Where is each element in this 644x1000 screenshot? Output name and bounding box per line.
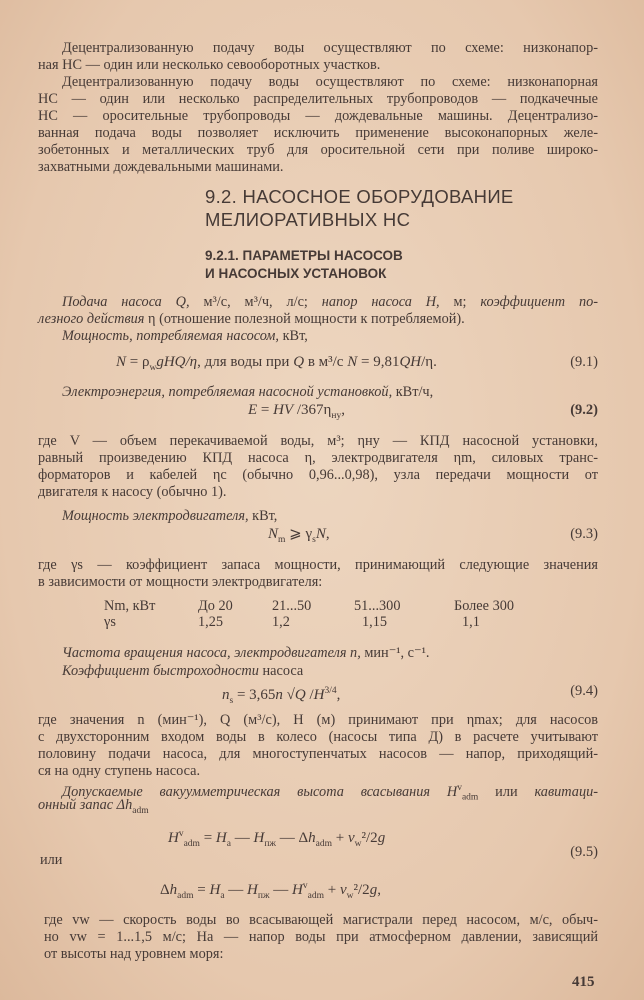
text-segment: + [324,882,340,898]
text-segment: Подача насоса Q, [62,294,204,310]
table-cell: γs [104,614,116,630]
text-segment: Электроэнергия, потребляемая насосной установкой, [62,384,396,400]
text-segment: Мощность, потребляемая насосом, [62,328,283,344]
text-segment: a [220,891,225,901]
text-segment: 3/4 [324,686,337,696]
text-segment: H [168,830,179,846]
text-segment: m [278,535,286,545]
text-segment: v [178,829,184,839]
text-line: ванная подача воды позволяет исключить применение высоконапорных желе- [38,125,598,141]
text-segment: H [446,783,458,800]
text-line: от высоты над уровнем моря: [44,946,224,962]
equation-number: (9.3) [570,526,598,542]
text-line: где γs — коэффициент запаса мощности, принимающий следующие значения [38,557,598,573]
text-line [62,508,598,525]
text-line: с двухсторонним входом воды в колесо (насосы типа Д) в расчете учитывают [38,729,598,745]
text-line: ся на одну ступень насоса. [38,763,201,779]
text-line: где V — объем перекачиваемой воды, м³; ηну — КПД насосной установки, [38,433,598,449]
table-cell: 1,15 [362,614,388,630]
text-line [62,645,598,662]
text-segment: QH [399,354,422,370]
equation-9-5a [168,826,385,853]
text-line: зобетонных и металлических труб для оросительной сети при поливе широко- [38,142,598,158]
text-segment: Мощность электродвигателя, [62,508,253,524]
text-segment: g [369,882,378,898]
text-segment: h [308,830,316,846]
text-segment: в м³/с [304,354,348,370]
text-line: где значения n (мин⁻¹), Q (м³/с), H (м) принимают при ηmax; для насосов [38,712,598,728]
text-segment: n [222,687,230,703]
or-label: или [40,852,63,868]
text-segment: ²/2 [361,830,378,846]
text-segment: кавитаци- [534,783,599,800]
text-segment: м; [453,294,481,310]
text-segment: n [275,687,283,703]
equation-9-3 [268,526,330,549]
text-segment: или [478,783,535,800]
equation-9-5b [160,878,381,905]
text-segment: лезного действия [38,311,149,327]
text-line [62,780,599,803]
text-segment: Допускаемые вакуумметрическая высота всасывания [62,783,447,800]
text-segment: , для воды при [197,354,294,370]
text-line [38,311,598,328]
text-segment: H [209,882,221,898]
text-segment: пж [264,839,276,849]
text-line: где vw — скорость воды во всасывающей магистрали перед насосом, м/с, обыч- [44,912,598,928]
equation-9-2 [248,402,345,425]
text-line: захватными дождевальными машинами. [38,159,284,175]
text-segment: v [347,830,355,846]
text-segment: h [125,797,133,813]
text-segment: Δ [160,882,170,898]
text-segment: H [313,687,325,703]
text-segment: adm [177,891,194,901]
table-cell: 1,1 [462,614,480,630]
text-segment: кВт, [252,508,278,524]
text-line [62,663,598,680]
text-segment: ²/2 [353,882,370,898]
table-cell: 21...50 [272,598,312,614]
text-segment: H [247,882,258,898]
text-line: но vw = 1...1,5 м/с; Ha — напор воды при атмосферном давлении, зависящий [44,929,598,945]
equation-number: (9.5) [570,844,598,860]
text-segment: adm [315,839,332,849]
text-segment: мин⁻¹, с⁻¹. [364,645,430,661]
text-segment: Коэффициент быстроходности [62,663,263,679]
text-segment: /367η [293,402,332,418]
text-line: равный произведению КПД насоса η, электродвигателя ηm, силовых транс- [38,450,598,466]
text-segment: H [215,830,227,846]
text-segment: — [224,882,248,898]
text-segment: онный запас Δ [38,797,126,813]
text-segment: h [169,882,178,898]
text-line: половину подачи насоса, для многоступенчатых насосов — напор, приходящий- [38,746,598,762]
equation-number: (9.2) [570,402,598,418]
text-segment: gHQ/η [156,354,198,370]
table-cell: До 20 [198,598,233,614]
text-line: НС — оросительные трубопроводы — дождевальные машины. Децентрализо- [38,108,598,124]
text-segment: , [377,882,381,898]
text-segment: пж [257,891,270,901]
text-segment: напор насоса H, [321,294,454,310]
equation-number: (9.4) [570,683,598,699]
text-segment: кВт/ч, [395,384,434,400]
text-segment: = [199,830,216,846]
text-segment: Q [294,687,306,703]
text-segment: w [149,363,157,373]
text-segment: , [325,526,330,542]
text-segment: √ [282,687,295,703]
equation-9-4 [222,683,340,710]
text-segment: , [341,402,345,418]
text-line [38,797,598,820]
text-segment: /η. [421,354,437,370]
text-segment: м³/с, м³/ч, л/с; [203,294,322,310]
table-cell: Nm, кВт [104,598,156,614]
text-line: Децентрализованную подачу воды осуществляют по схеме: низконапорная [62,74,598,90]
text-segment: = [257,402,274,418]
text-segment: a [226,839,231,849]
text-segment: g [377,830,386,846]
text-segment: , [336,687,341,703]
text-segment: N [116,354,127,370]
text-segment: v [457,783,462,793]
text-segment: adm [132,805,149,816]
section-heading: МЕЛИОРАТИВНЫХ НС [205,209,411,230]
text-line: НС — один или несколько распределительных трубопроводов — подкачечные [38,91,598,107]
text-segment: насоса [262,663,304,679]
text-segment: = 9,81 [357,354,400,370]
text-segment: s [312,535,316,545]
text-segment: коэффициент по- [480,294,599,310]
text-segment: adm [307,891,324,901]
table-cell: 1,2 [272,614,290,630]
table-cell: 1,25 [198,614,224,630]
text-segment: — [269,882,293,898]
text-segment: = [193,882,210,898]
text-segment: N [268,526,279,542]
text-segment: η (отношение полезной мощности к потребляемой). [148,311,465,327]
table-cell: Более 300 [454,598,515,614]
text-line: в зависимости от мощности электродвигателя: [38,574,323,590]
text-segment: Частота вращения насоса, электродвигателя n, [62,645,365,661]
text-segment: N [347,354,358,370]
text-segment: = ρ [126,354,150,370]
text-line: форматоров и кабелей ηc (обычно 0,96...0,98), узла передачи мощности от [38,467,598,483]
subsection-heading: И НАСОСНЫХ УСТАНОВОК [205,266,387,281]
text-segment: кВт, [282,328,308,344]
text-segment: Q [293,354,305,370]
text-segment: — [230,830,254,846]
text-line: Децентрализованную подачу воды осуществляют по схеме: низконапор- [62,40,598,56]
text-segment: + [332,830,348,846]
text-line [62,384,598,401]
text-segment: N [315,526,326,542]
equation-number: (9.1) [570,354,598,370]
text-segment: ⩾ γ [285,526,313,542]
text-segment: v [339,882,347,898]
text-segment: adm [183,839,200,849]
text-segment: E [248,402,258,418]
text-line: двигателя к насосу (обычно 1). [38,484,227,500]
text-segment: / [305,687,314,703]
text-line [62,294,598,311]
text-segment: = 3,65 [233,687,276,703]
equation-9-1 [116,354,437,377]
text-segment: v [302,881,308,891]
text-segment: w [354,839,362,849]
text-segment: HV [273,402,294,418]
text-segment: H [292,882,303,898]
text-line: ная НС — один или несколько севооборотных участков. [38,57,381,73]
text-segment: — Δ [275,830,309,846]
page-number: 415 [572,974,595,990]
section-heading: 9.2. НАСОСНОЕ ОБОРУДОВАНИЕ [205,186,514,207]
text-segment: adm [461,792,479,803]
subsection-heading: 9.2.1. ПАРАМЕТРЫ НАСОСОВ [205,248,403,263]
text-segment: s [229,696,234,706]
text-segment: H [253,830,265,846]
table-cell: 51...300 [354,598,401,614]
text-segment: w [346,891,354,901]
text-line [62,328,598,345]
text-segment: ну [331,411,342,421]
